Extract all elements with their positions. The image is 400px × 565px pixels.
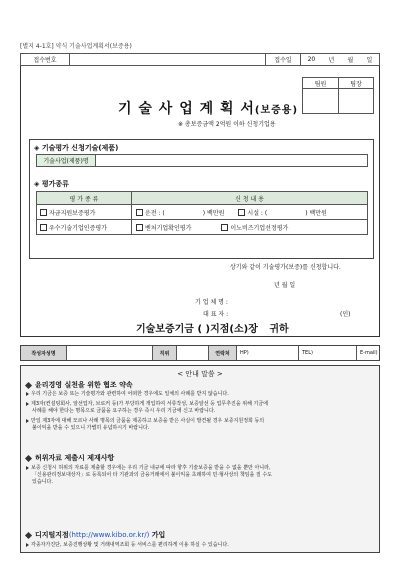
receipt-date-label: 접수일 [265, 53, 301, 66]
ethics-bullet-3-cont: 불이익을 받을 수 있으니 가볍히 유념하시기 바랍니다. [32, 425, 150, 431]
ethics-bullet-2-cont: 사례를 해야 한다는 명목으로 금품을 요구하는 경우 즉시 우리 기금에 신고 바랍니다. [32, 408, 216, 414]
tel-field[interactable] [299, 346, 357, 360]
diamond-bullet-icon [25, 381, 32, 388]
approval-member-label: 팀원 [302, 77, 339, 89]
writer-name-label: 작성자성명 [21, 346, 67, 360]
eval-type-header: 평 가 종 류 [36, 191, 132, 205]
eval-content-header: 신 청 내 용 [131, 191, 368, 205]
false-data-heading [26, 453, 114, 463]
ethics-bullet-1 [26, 391, 376, 398]
approval-member-sign[interactable] [302, 88, 339, 114]
applicability-note: ※ 총보증금액 2억원 이하 신청기업용 [178, 121, 276, 128]
tech-section-heading: ◈ 기술평가 신청기술(제품) [34, 144, 119, 152]
year-suffix: 년 [328, 57, 335, 64]
operation-unit: ) 백만원 [202, 209, 225, 217]
tech-cert-label: 우수기술기업인증평가 [49, 224, 107, 232]
checkbox-icon[interactable] [136, 209, 143, 216]
eval-row-fund-guarantee[interactable] [36, 204, 132, 220]
arrow-bullet-icon [26, 466, 29, 470]
company-name-label: 기 업 체 명 : [195, 299, 228, 306]
day-label: 일 [366, 57, 373, 64]
ethics-bullet-1-text: 우리 기금은 보증 또는 기술평가와 관련하여 어떠한 경우에도 일체의 사례를 받지 않습니다. [31, 391, 229, 397]
fund-guarantee-label: 자금지원보증평가 [49, 209, 96, 217]
digital-branch-heading-tail: 가입 [149, 531, 166, 539]
innobiz-label: 이노비즈기업선정평가 [230, 224, 289, 232]
hp-label: HP) [240, 350, 249, 356]
false-data-bullet-1-text: 보증 신청시 허위의 자료를 제출할 경우에는 우리 기금 내규에 따라 향후 기술보증을 받을 수 없을 뿐만 아니라, [31, 465, 271, 471]
arrow-bullet-icon [26, 543, 29, 547]
recipient-branch-field[interactable]: ( ) [197, 324, 211, 335]
email-label: E-mail) [360, 350, 378, 356]
recipient-org: 기술보증기금 [136, 324, 194, 335]
guide-title: < 안내 말씀 > [177, 370, 223, 378]
recipient-line [136, 320, 289, 335]
venture-label: 벤처기업확인평가 [145, 224, 192, 232]
ethics-heading-text: 윤리경영 실천을 위한 협조 약속 [35, 381, 133, 389]
ethics-bullet-2-text: 제3자(컨설팅회사, 알선업자, 브로커 등)가 부당하게 개입하여 서류작성, 보증알선 등 업무추진을 위해 기금에 [31, 401, 269, 407]
application-statement: 상기와 같이 기술평가(보증)를 신청합니다. [230, 264, 341, 271]
diamond-bullet-icon [25, 531, 32, 538]
ethics-heading [26, 380, 133, 390]
ethics-bullet-2 [26, 401, 376, 408]
arrow-bullet-icon [26, 392, 29, 396]
eval-row-tech-cert[interactable] [36, 219, 132, 235]
contact-label: 연락처 [209, 346, 237, 360]
seal-mark: (인) [340, 311, 351, 318]
checkbox-icon[interactable] [136, 224, 143, 231]
recipient-branch-title: 지점(소)장 [210, 324, 258, 335]
facility-unit: ) 백만원 [305, 209, 327, 217]
receipt-no-label: 접수번호 [20, 53, 70, 66]
page-title [118, 98, 298, 118]
eval-section-heading: ◈ 평가종류 [34, 180, 69, 188]
representative-label: 대 표 자 : [203, 311, 229, 318]
checkbox-icon[interactable] [221, 224, 228, 231]
digital-branch-bullet-text: 각종자가진단, 보증진행상황 및 거래내역조회 등 서비스를 편리하게 이용 하실 수 있습니다. [31, 542, 229, 548]
ethics-body [26, 391, 376, 432]
checkbox-icon[interactable] [238, 209, 245, 216]
digital-branch-link[interactable]: (http://www.kibo.or.kr/) [68, 531, 150, 539]
title-text: 기 술 사 업 계 획 서 [118, 101, 255, 117]
position-field[interactable] [177, 346, 209, 360]
receipt-no-field[interactable] [69, 53, 266, 66]
checkbox-icon[interactable] [40, 224, 47, 231]
tel-label: TEL) [302, 350, 313, 356]
position-label: 직위 [153, 346, 177, 360]
ethics-bullet-3-text: 만일 제3자에 대해 모르나 사례 명목의 금품을 제공하고 보증을 받은 사실이 발견될 경우 보증지원정희 등의 [31, 418, 265, 424]
title-suffix: (보증용) [254, 105, 299, 116]
digital-branch-heading [26, 530, 165, 540]
false-data-bullet-1-cont2: 있습니다. [32, 479, 53, 485]
receipt-date-field[interactable] [300, 53, 380, 66]
month-label: 월 [347, 57, 354, 64]
false-data-heading-text: 허위자료 제출시 제재사항 [35, 454, 115, 462]
eval-row-fund-content [131, 204, 368, 220]
form-code: [별지 4-1호] 약식 기술사업계획서(보증용) [20, 43, 132, 50]
tech-name-label: 기술사업(제품)명 [36, 154, 96, 167]
digital-branch-heading-text: 디지털지점 [35, 531, 69, 539]
false-data-body [26, 465, 376, 486]
facility-label: 시설 : ( [247, 209, 268, 217]
contact-bar [20, 345, 380, 361]
approval-leader-label: 팀장 [338, 77, 374, 89]
year-prefix: 20 [307, 56, 316, 63]
diamond-bullet-icon [25, 454, 32, 461]
eval-row-cert-content [131, 219, 368, 235]
arrow-bullet-icon [26, 419, 29, 423]
arrow-bullet-icon [26, 402, 29, 406]
digital-branch-bullet [26, 542, 376, 549]
hp-field[interactable] [237, 346, 299, 360]
ethics-bullet-3 [26, 418, 376, 425]
tech-name-field[interactable] [95, 154, 368, 167]
recipient-honorific: 귀하 [269, 324, 289, 335]
operation-label: 운전 : ( [145, 209, 165, 217]
application-date: 년 월 일 [274, 282, 296, 289]
false-data-bullet-1 [26, 465, 376, 472]
approval-leader-sign[interactable] [338, 88, 374, 114]
writer-name-field[interactable] [67, 346, 153, 360]
checkbox-icon[interactable] [40, 209, 47, 216]
false-data-bullet-1-cont: 「신용관리정보대상자」로 등록되어 타 기관과의 금융거래에서 불이익을 초래하여 민·형사상의 책임을 질 수도 [32, 472, 273, 478]
email-field[interactable] [357, 346, 379, 360]
